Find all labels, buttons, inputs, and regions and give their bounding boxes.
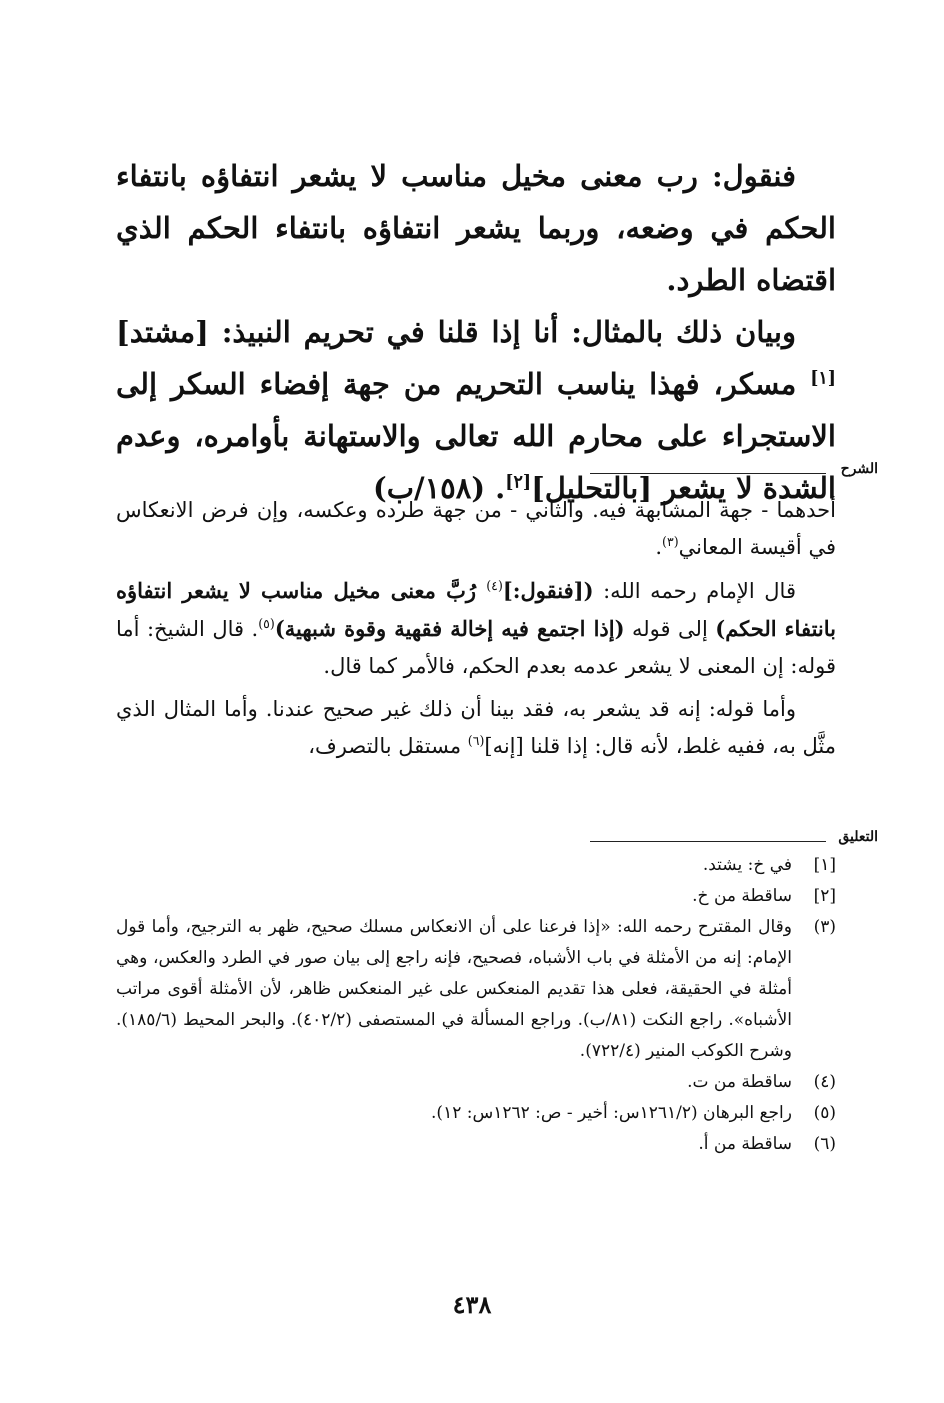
commentary-text	[116, 492, 836, 771]
commentary-paragraph-2	[116, 572, 836, 685]
footnote-ref-3: (٣)	[662, 534, 679, 549]
commentary-p3-text: وأما قوله: إنه قد يشعر به، فقد بينا أن ذلك غير صحيح عندنا. وأما المثال الذي مثَّل به، ففيه غلط، لأنه قال: إذا قلنا [إنه]	[116, 697, 836, 758]
footnote-ref-6: (٦)	[467, 733, 485, 748]
commentary-p2-quote-end: (إذا اجتمع فيه إخالة فقهية وقوة شبهية)	[274, 616, 625, 641]
commentary-p1-text: أحدهما - جهة المشابهة فيه. والثاني - من جهة طرده وعكسه، وإن فرض الانعكاس في أقيسة المعاني	[116, 498, 836, 559]
footnotes-label: التعليق	[838, 829, 878, 845]
commentary-p2-quote-start: ([فنقول:]	[502, 578, 594, 603]
commentary-p2-intro: قال الإمام رحمه الله:	[593, 579, 796, 603]
footnote-number: (٥)	[813, 1103, 836, 1123]
footnote-item	[116, 1129, 836, 1160]
commentary-p2-quote: رُبَّ معنى مخيل مناسب لا يشعر انتفاؤه بانتفاء الحكم)	[116, 578, 836, 641]
commentary-label: الشرح	[840, 461, 878, 477]
footnote-item	[116, 912, 836, 1067]
main-paragraph-2-part-c: . (١٥٨/ب)	[372, 471, 506, 505]
footnote-text: في خ: يشتد.	[702, 855, 792, 875]
commentary-p2-middle: إلى قوله	[624, 617, 716, 641]
footnotes-list	[116, 850, 836, 1160]
commentary-p2-rest: . قال الشيخ: أما قوله: إن المعنى لا يشعر عدمه بعدم الحكم، فالأمر كما قال.	[116, 617, 836, 678]
footnote-item	[116, 1098, 836, 1129]
footnote-ref-2: [٢]	[505, 472, 532, 493]
footnote-item	[116, 881, 836, 912]
footnote-ref-4: (٤)	[486, 578, 503, 593]
footnotes-divider	[590, 841, 826, 842]
main-paragraph-1: فنقول: رب معنى مخيل مناسب لا يشعر انتفاؤه بانتفاء الحكم في وضعه، وربما يشعر انتفاؤه بانتفاء الحكم الذي اقتضاه الطرد.	[116, 159, 836, 297]
footnote-item	[116, 850, 836, 881]
main-paragraph-2-part-a: وبيان ذلك بالمثال: أنا إذا قلنا في تحريم النبيذ: [مشتد]	[116, 315, 796, 349]
main-paragraph-2-part-b: مسكر، فهذا يناسب التحريم من جهة إفضاء السكر إلى الاستجراء على محارم الله تعالى والاستهانة بأوامره، وعدم الشدة لا يشعر [بالتحليل]	[116, 367, 836, 505]
footnote-ref-1: [١]	[810, 368, 836, 389]
footnote-text: راجع البرهان (١٢٦١/٢س: أخير - ص: ١٢٦٢س: ١٢).	[431, 1103, 792, 1123]
footnote-text: وقال المقترح رحمه الله: «إذا فرعنا على أن الانعكاس مسلك صحيح، ظهر به الترجيح، وأما قول الإمام: إنه من الأمثلة في باب الأشباه، فصحيح، فإنه راجع إلى بيان صور في الطرد والعكس، وهي أمثلة في الحقيقة، فعلى هذا تقديم المنعكس على غير المنعكس ظاهر، لأن الأمثلة أقوى مراتب الأشباه». راجع النكت (٨١/ب). وراجع المسألة في المستصفى (٤٠٢/٢). والبحر المحيط (١٨٥/٦). وشرح الكوكب المنير (٧٢٢/٤).	[116, 917, 793, 1061]
commentary-paragraph-1	[116, 492, 836, 566]
footnote-number: (٦)	[813, 1134, 836, 1154]
main-paragraph-2	[116, 306, 836, 514]
page-number: ٤٣٨	[452, 1290, 492, 1319]
footnote-text: ساقطة من ت.	[687, 1072, 792, 1092]
footnote-number: (٤)	[813, 1072, 836, 1092]
footnote-text: ساقطة من خ.	[692, 886, 792, 906]
footnote-ref-5: (٥)	[258, 616, 275, 631]
footnote-item	[116, 1067, 836, 1098]
footnote-number: [١]	[813, 855, 836, 875]
main-text	[116, 150, 836, 514]
commentary-p3-end: مستقل بالتصرف،	[308, 734, 468, 758]
commentary-divider	[590, 473, 826, 474]
footnote-text: ساقطة من أ.	[698, 1134, 792, 1154]
commentary-paragraph-3	[116, 691, 836, 765]
commentary-p1-end: .	[655, 535, 663, 559]
footnote-number: (٣)	[813, 917, 836, 937]
footnote-number: [٢]	[813, 886, 836, 906]
